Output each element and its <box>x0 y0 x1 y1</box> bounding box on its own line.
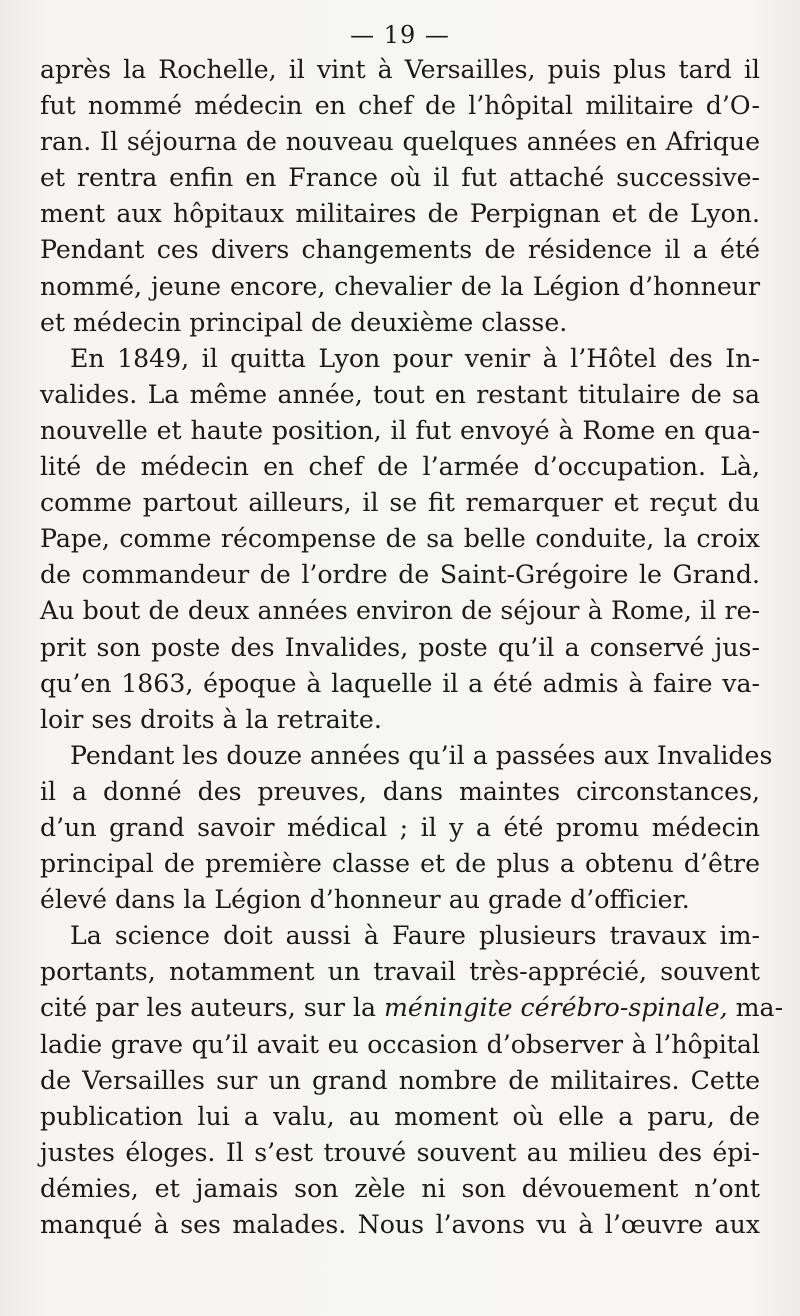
text-line: prit son poste des Invalides, poste qu’il a conservé jus- <box>40 632 760 662</box>
text-line: il a donné des preuves, dans maintes circonstances, <box>40 776 760 806</box>
text-line: Pendant ces divers changements de résidence il a été <box>40 235 760 265</box>
text-line: élevé dans la Légion d’honneur au grade d’officier. <box>40 885 690 915</box>
text-segment: ma- <box>727 993 784 1023</box>
text-line: ment aux hôpitaux militaires de Perpignan et de Lyon. <box>40 199 760 229</box>
text-line: lité de médecin en chef de l’armée d’occupation. Là, <box>40 452 760 482</box>
text-line: Au bout de deux années environ de séjour à Rome, il re- <box>40 596 760 626</box>
text-segment: cité par les auteurs, sur la <box>40 993 385 1023</box>
text-line-with-italic <box>40 990 784 1026</box>
text-line: démies, et jamais son zèle ni son dévouement n’ont <box>40 1173 760 1203</box>
text-line: En 1849, il quitta Lyon pour venir à l’Hôtel des In- <box>70 343 760 373</box>
text-line: nommé, jeune encore, chevalier de la Légion d’honneur <box>40 271 760 301</box>
text-line: principal de première classe et de plus a obtenu d’être <box>40 849 760 879</box>
text-line: de Versailles sur un grand nombre de militaires. Cette <box>40 1065 760 1095</box>
text-line: fut nommé médecin en chef de l’hôpital militaire d’O- <box>40 91 760 121</box>
text-line: Pape, comme récompense de sa belle conduite, la croix <box>40 524 760 554</box>
text-line: loir ses droits à la retraite. <box>40 704 382 734</box>
text-line: ran. Il séjourna de nouveau quelques années en Afrique <box>40 127 760 157</box>
text-line: justes éloges. Il s’est trouvé souvent au milieu des épi- <box>40 1137 760 1167</box>
text-line: ladie grave qu’il avait eu occasion d’observer à l’hôpital <box>40 1029 760 1059</box>
text-line: portants, notamment un travail très-apprécié, souvent <box>40 957 760 987</box>
text-line: comme partout ailleurs, il se fit remarquer et reçut du <box>40 488 760 518</box>
text-line: La science doit aussi à Faure plusieurs travaux im- <box>70 921 760 951</box>
page-number: — 19 — <box>350 21 450 49</box>
body-text <box>40 52 784 1243</box>
paragraph-3 <box>40 738 773 918</box>
text-line: de commandeur de l’ordre de Saint-Grégoire le Grand. <box>40 560 760 590</box>
text-line: et rentra enfin en France où il fut attaché successive- <box>40 163 760 193</box>
text-line: et médecin principal de deuxième classe. <box>40 307 568 337</box>
text-line: publication lui a valu, au moment où elle a paru, de <box>40 1101 760 1131</box>
text-line: nouvelle et haute position, il fut envoyé à Rome en qua- <box>40 415 760 445</box>
text-line: d’un grand savoir médical ; il y a été promu médecin <box>40 812 760 842</box>
text-line: après la Rochelle, il vint à Versailles, puis plus tard il <box>40 55 760 84</box>
paragraph-4 <box>40 918 784 1243</box>
text-line: manqué à ses malades. Nous l’avons vu à l’œuvre aux <box>40 1210 760 1239</box>
paragraph-2 <box>40 341 760 738</box>
text-line: Pendant les douze années qu’il a passées aux Invalides <box>70 740 773 770</box>
text-line: valides. La même année, tout en restant titulaire de sa <box>40 379 760 409</box>
paragraph-1 <box>40 52 760 341</box>
italic-term: méningite cérébro-spinale, <box>384 993 728 1023</box>
text-line: qu’en 1863, époque à laquelle il a été admis à faire va- <box>40 668 760 698</box>
